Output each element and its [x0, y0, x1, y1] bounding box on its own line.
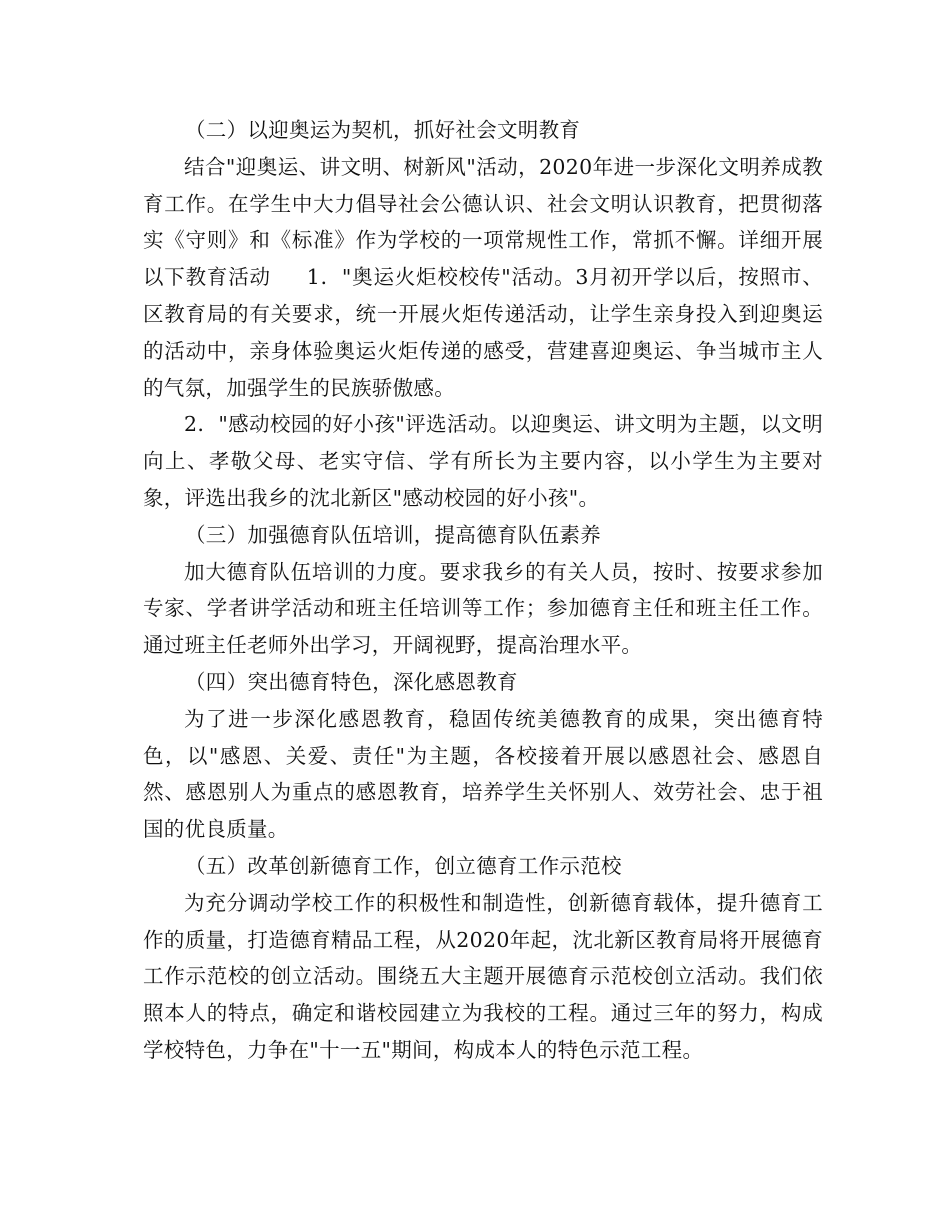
section-heading-4: （四）突出德育特色，深化感恩教育	[185, 669, 518, 694]
section-4-paragraph-1: 为了进一步深化感恩教育，稳固传统美德教育的成果，突出德育特色，以"感恩、关爱、责任"为主题，各校接着开展以感恩社会、感恩自然、感恩别人为重点的感恩教育，培养学生关怀别人、效劳社会、忠于祖国的优良质量。	[143, 706, 823, 842]
section-2-paragraph-1-item: 1．"奥运火炬校校传"活动。3月初开学以后，按照市、区教育局的有关要求，统一开展火炬传递活动，让学生亲身投入到迎奥运的活动中，亲身体验奥运火炬传递的感受，营建喜迎奥运、争当城市主人的气氛，加强学生的民族骄傲感。	[143, 265, 823, 400]
document-body	[143, 112, 823, 1069]
section-heading-3: （三）加强德育队伍培训，提高德育队伍素养	[185, 522, 601, 547]
section-2-paragraph-1	[143, 149, 823, 407]
section-5-paragraph-1: 为充分调动学校工作的积极性和制造性，创新德育载体，提升德育工作的质量，打造德育精品工程，从2020年起，沈北新区教育局将开展德育工作示范校的创立活动。围绕五大主题开展德育示范校创立活动。我们依照本人的特点，确定和谐校园建立为我校的工程。通过三年的努力，构成学校特色，力争在"十一五"期间，构成本人的特色示范工程。	[143, 890, 823, 1062]
section-3-paragraph-1: 加大德育队伍培训的力度。要求我乡的有关人员，按时、按要求参加专家、学者讲学活动和班主任培训等工作；参加德育主任和班主任工作。通过班主任老师外出学习，开阔视野，提高治理水平。	[143, 559, 823, 658]
section-heading-2: （二）以迎奥运为契机，抓好社会文明教育	[185, 118, 581, 142]
section-heading-5: （五）改革创新德育工作，创立德育工作示范校	[185, 853, 622, 878]
section-2-paragraph-1-text: 结合"迎奥运、讲文明、树新风"活动，2020年进一步深化文明养成教育工作。在学生中大力倡导社会公德认识、社会文明认识教育，把贯彻落实《守则》和《标准》作为学校的一项常规性工作，常抓不懈。详细开展以下教育活动	[143, 154, 823, 290]
section-2-paragraph-2: 2．"感动校园的好小孩"评选活动。以迎奥运、讲文明为主题，以文明向上、孝敬父母、老实守信、学有所长为主要内容，以小学生为主要对象，评选出我乡的沈北新区"感动校园的好小孩"。	[143, 412, 823, 510]
